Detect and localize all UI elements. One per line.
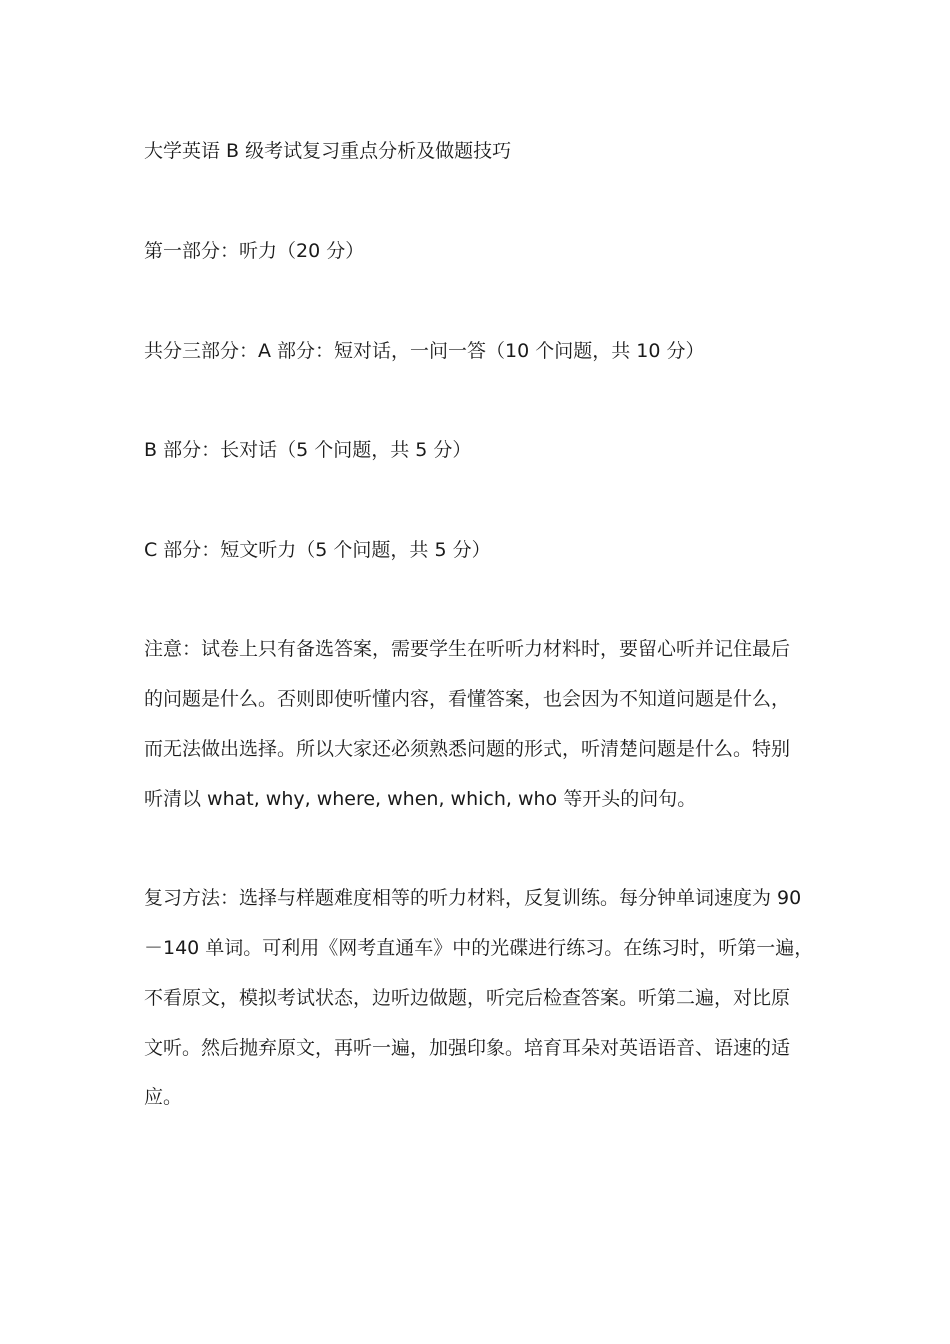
note-paragraph-line: 的问题是什么。否则即使听懂内容，看懂答案，也会因为不知道问题是什么，: [144, 688, 791, 710]
note-paragraph-line: 注意：试卷上只有备选答案，需要学生在听听力材料时，要留心听并记住最后: [144, 638, 791, 660]
method-paragraph-line: －140 单词。可利用《网考直通车》中的光碟进行练习。在练习时，听第一遍，: [144, 937, 814, 959]
method-paragraph-line: 不看原文，模拟考试状态，边听边做题，听完后检查答案。听第二遍，对比原: [144, 987, 791, 1009]
note-paragraph-line: 听清以 what, why, where, when, which, who 等开头的问句。: [144, 788, 697, 810]
part-b-line: B 部分：长对话（5 个问题，共 5 分）: [144, 439, 472, 461]
method-paragraph-line: 复习方法：选择与样题难度相等的听力材料，反复训练。每分钟单词速度为 90: [144, 887, 802, 909]
method-paragraph-line: 文听。然后抛弃原文，再听一遍，加强印象。培育耳朵对英语语音、语速的适: [144, 1037, 791, 1059]
section-heading: 第一部分：听力（20 分）: [144, 240, 365, 262]
part-a-line: 共分三部分：A 部分：短对话，一问一答（10 个问题，共 10 分）: [144, 340, 705, 362]
method-paragraph-line: 应。: [144, 1086, 183, 1108]
note-paragraph-line: 而无法做出选择。所以大家还必须熟悉问题的形式，听清楚问题是什么。特别: [144, 738, 791, 760]
part-c-line: C 部分：短文听力（5 个问题，共 5 分）: [144, 539, 491, 561]
document-title: 大学英语 B 级考试复习重点分析及做题技巧: [144, 140, 512, 162]
